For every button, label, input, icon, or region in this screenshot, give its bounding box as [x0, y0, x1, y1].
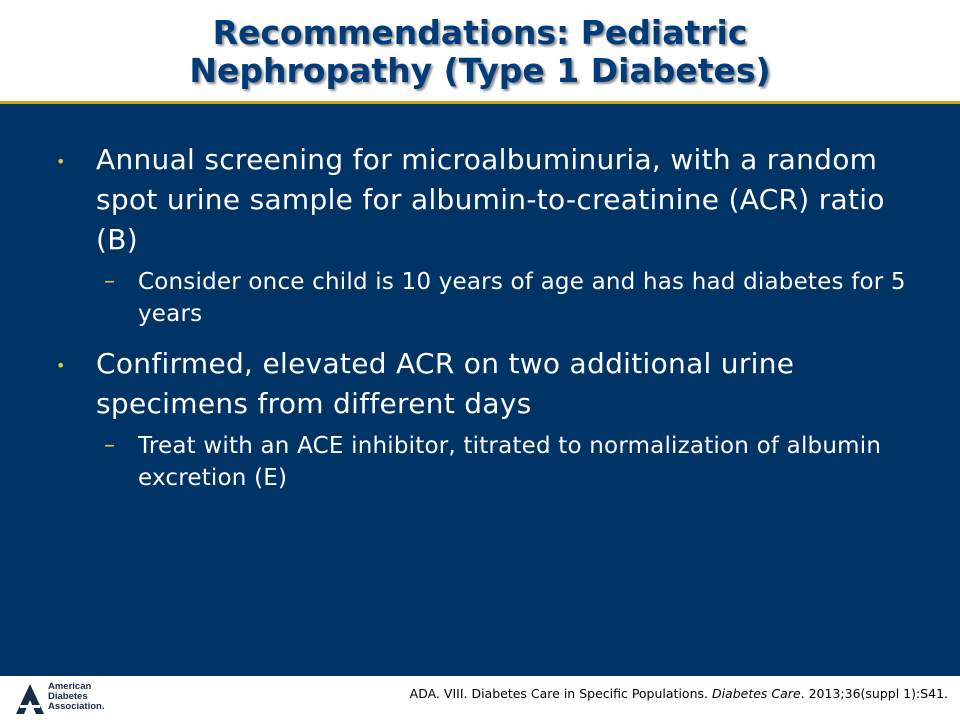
logo-line-3: Association. [48, 701, 105, 712]
title-line-1: Recommendations: Pediatric [212, 13, 748, 52]
logo-line-2: Diabetes [48, 691, 88, 702]
sub-bullet-item [56, 266, 916, 330]
citation-suffix: . 2013;36(suppl 1):S41. [800, 686, 948, 701]
bullet-dot-icon: • [56, 152, 66, 171]
sub-bullet-text: Treat with an ACE inhibitor, titrated to normalization of albumin excretion (E) [138, 433, 882, 491]
title-line-2: Nephropathy (Type 1 Diabetes) [189, 51, 771, 90]
sub-bullet-item [56, 430, 916, 494]
citation-journal: Diabetes Care [711, 686, 801, 701]
bullet-dot-icon: • [56, 356, 66, 375]
sub-bullet-text: Consider once child is 10 years of age and has had diabetes for 5 years [138, 269, 906, 327]
logo-text [48, 682, 105, 712]
bullet-list [56, 140, 916, 494]
bullet-text: Annual screening for microalbuminuria, with a random spot urine sample for albumin-to-creatinine (ACR) ratio (B) [96, 143, 885, 256]
citation-prefix: ADA. VIII. Diabetes Care in Specific Populations. [409, 686, 712, 701]
slide-title [0, 14, 960, 90]
citation [410, 686, 948, 701]
bullet-item [56, 140, 916, 260]
dash-icon: – [104, 433, 115, 458]
logo-line-1: American [48, 681, 92, 692]
title-bar [0, 0, 960, 104]
bullet-item [56, 344, 916, 424]
bullet-text: Confirmed, elevated ACR on two additional urine specimens from different days [96, 347, 795, 420]
dash-icon: – [104, 269, 115, 294]
